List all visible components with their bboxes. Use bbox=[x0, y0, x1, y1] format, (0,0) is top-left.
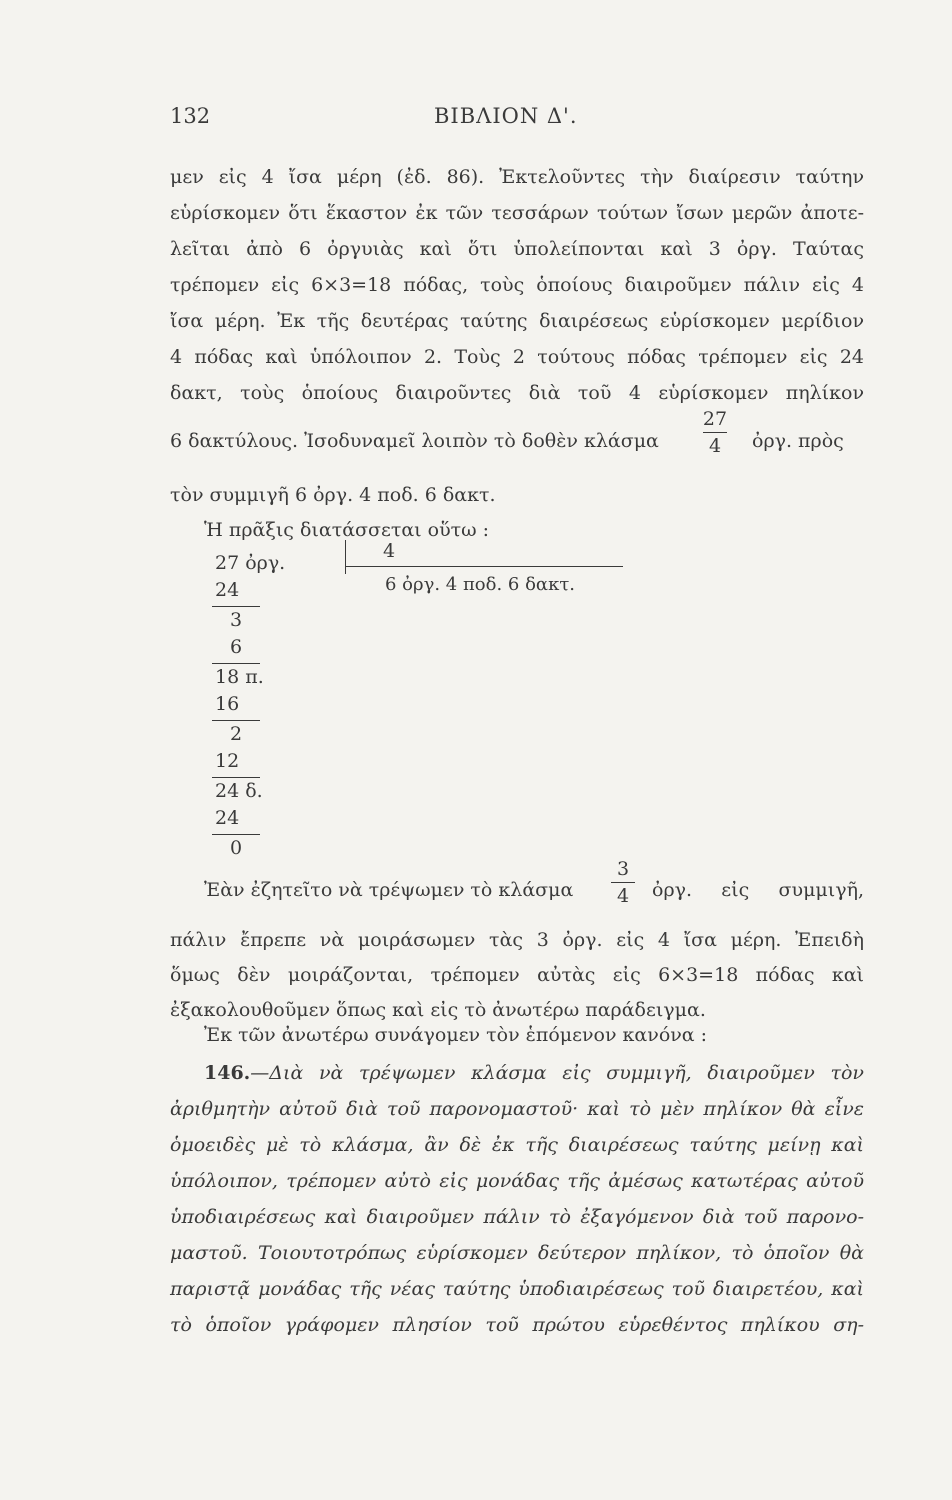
text-line: δακτ, τοὺς ὁποίους διαιροῦντες διὰ τοῦ 4 εὑρίσκομεν πηλίκον bbox=[170, 382, 864, 404]
section-first-line-text: —Διὰ νὰ τρέψωμεν κλάσμα εἰς συμμιγῆ, διαιροῦμεν τὸν bbox=[250, 1062, 864, 1084]
section-line: τὸ ὁποῖον γράφομεν πλησίον τοῦ πρώτου εὑρεθέντος πηλίκου ση- bbox=[170, 1314, 864, 1336]
section-number: 146. bbox=[204, 1062, 251, 1084]
text-line: λεῖται ἀπὸ 6 ὀργυιὰς καὶ ὅτι ὑπολείπονται καὶ 3 ὀργ. Ταύτας bbox=[170, 238, 864, 260]
fraction-numerator: 27 bbox=[702, 408, 728, 430]
calc-row: 6 bbox=[230, 636, 243, 658]
fraction-line-unit: ὀργ. πρὸς bbox=[752, 430, 844, 452]
rule-intro: Ἐκ τῶν ἀνωτέρω συνάγομεν τὸν ἑπόμενον κανόνα : bbox=[204, 1024, 708, 1046]
section-line: ὑπόλοιπον, τρέπομεν αὐτὸ εἰς μονάδας τῆς ἀμέσως κατωτέρας αὐτοῦ bbox=[170, 1170, 864, 1192]
text-line: μεν εἰς 4 ἴσα μέρη (ἐδ. 86). Ἐκτελοῦντες τὴν διαίρεσιν ταύτην bbox=[170, 166, 864, 188]
fraction-bar bbox=[703, 432, 727, 433]
quotient: 6 ὀργ. 4 ποδ. 6 δακτ. bbox=[385, 574, 576, 595]
fraction-27-4 bbox=[700, 408, 730, 457]
calc-row: 24 bbox=[215, 579, 240, 601]
fraction-bar bbox=[611, 882, 635, 883]
fraction-denominator: 4 bbox=[616, 885, 630, 907]
text-line: ἴσα μέρη. Ἐκ τῆς δευτέρας ταύτης διαιρέσεως εὑρίσκομεν μερίδιον bbox=[170, 310, 864, 332]
calc-row: 24 δ. bbox=[215, 780, 263, 802]
section-line: ὁμοειδὲς μὲ τὸ κλάσμα, ἂν δὲ ἐκ τῆς διαιρέσεως ταύτης μείνῃ καὶ bbox=[170, 1134, 864, 1156]
divisor: 4 bbox=[383, 540, 396, 562]
calc-rule bbox=[212, 720, 260, 721]
calc-rule bbox=[212, 606, 260, 607]
section-line: μαστοῦ. Τοιουτοτρόπως εὑρίσκομεν δεύτερον πηλίκον, τὸ ὁποῖον θὰ bbox=[170, 1242, 864, 1264]
fraction-line-text: 6 δακτύλους. Ἰσοδυναμεῖ λοιπὸν τὸ δοθὲν κλάσμα bbox=[170, 430, 659, 452]
calc-row: 12 bbox=[215, 750, 240, 772]
calc-row: 3 bbox=[230, 609, 243, 631]
section-line: παριστᾷ μονάδας τῆς νέας ταύτης ὑποδιαιρέσεως τοῦ διαιρετέου, καὶ bbox=[170, 1278, 864, 1300]
text-line: ἐξακολουθοῦμεν ὅπως καὶ εἰς τὸ ἀνωτέρω παράδειγμα. bbox=[170, 999, 706, 1021]
calc-rule bbox=[212, 777, 260, 778]
calc-rule bbox=[212, 663, 260, 664]
page-number: 132 bbox=[170, 104, 211, 128]
text-line: 4 πόδας καὶ ὑπόλοιπον 2. Τοὺς 2 τούτους πόδας τρέπομεν εἰς 24 bbox=[170, 346, 864, 368]
fraction-denominator: 4 bbox=[708, 435, 722, 457]
calc-row: 18 π. bbox=[215, 666, 264, 688]
calc-row: 27 ὀργ. bbox=[215, 552, 286, 574]
section-line: ἀριθμητὴν αὐτοῦ διὰ τοῦ παρονομαστοῦ· καὶ τὸ μὲν πηλίκον θὰ εἶνε bbox=[170, 1098, 864, 1120]
fraction-3-4 bbox=[608, 858, 638, 907]
quotient-rule bbox=[345, 566, 623, 567]
calc-row: 16 bbox=[215, 693, 240, 715]
division-bracket bbox=[345, 540, 346, 574]
calc-row: 0 bbox=[230, 837, 243, 859]
calc-row: 2 bbox=[230, 723, 243, 745]
page-header bbox=[170, 104, 870, 134]
text-line: τρέπομεν εἰς 6×3=18 πόδας, τοὺς ὁποίους διαιροῦμεν πάλιν εἰς 4 bbox=[170, 274, 864, 296]
text-line: εὑρίσκομεν ὅτι ἕκαστον ἐκ τῶν τεσσάρων τούτων ἴσων μερῶν ἀποτε- bbox=[170, 202, 864, 224]
result-line: τὸν συμμιγῆ 6 ὀργ. 4 ποδ. 6 δακτ. bbox=[170, 484, 496, 506]
fraction-numerator: 3 bbox=[616, 858, 630, 880]
running-head: ΒΙΒΛΙΟΝ Δ'. bbox=[434, 104, 578, 128]
section-first-line bbox=[204, 1062, 864, 1084]
section-line: ὑποδιαιρέσεως καὶ διαιροῦμεν πάλιν τὸ ἐξαγόμενον διὰ τοῦ παρονο- bbox=[170, 1206, 864, 1228]
text-line: ὅμως δὲν μοιράζονται, τρέπομεν αὐτὰς εἰς 6×3=18 πόδας καὶ bbox=[170, 964, 864, 986]
fraction-line-unit: ὀργ. εἰς συμμιγῆ, bbox=[652, 879, 864, 901]
fraction-line-text: Ἐὰν ἐζητεῖτο νὰ τρέψωμεν τὸ κλάσμα bbox=[204, 879, 574, 901]
text-line: πάλιν ἔπρεπε νὰ μοιράσωμεν τὰς 3 ὀργ. εἰς 4 ἴσα μέρη. Ἐπειδὴ bbox=[170, 929, 864, 951]
calc-row: 24 bbox=[215, 807, 240, 829]
calc-rule bbox=[212, 834, 260, 835]
praxis-intro: Ἡ πρᾶξις διατάσσεται οὕτω : bbox=[204, 519, 490, 541]
